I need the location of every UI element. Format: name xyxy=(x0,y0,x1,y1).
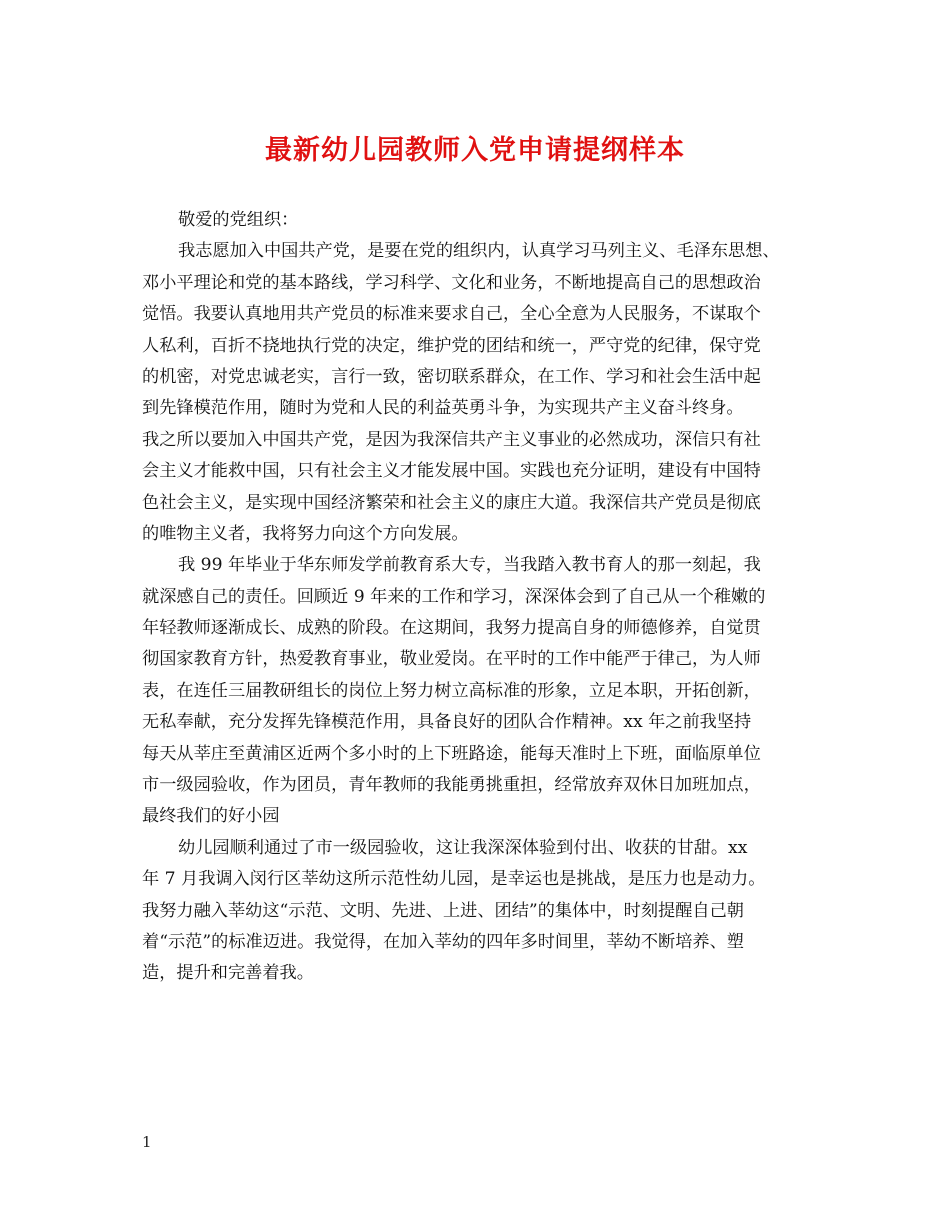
paragraph-line: 市一级园验收，作为团员，青年教师的我能勇挑重担，经常放弃双休日加班加点， xyxy=(142,775,761,796)
paragraph-line: 每天从莘庄至黄浦区近两个多小时的上下班路途，能每天准时上下班，面临原单位 xyxy=(142,743,761,764)
paragraph-line: 幼儿园顺利通过了市一级园验收，这让我深深体验到付出、收获的甘甜。xx xyxy=(178,837,748,858)
paragraph-line: 觉悟。我要认真地用共产党员的标准来要求自己，全心全意为人民服务，不谋取个 xyxy=(142,304,761,325)
paragraph-line: 最终我们的好小园 xyxy=(142,806,280,827)
paragraph-line: 的机密，对党忠诚老实，言行一致，密切联系群众，在工作、学习和社会生活中起 xyxy=(142,366,761,387)
page-number: 1 xyxy=(142,1133,152,1151)
paragraph-line: 到先锋模范作用，随时为党和人民的利益英勇斗争，为实现共产主义奋斗终身。 xyxy=(142,398,744,419)
paragraph-line: 邓小平理论和党的基本路线，学习科学、文化和业务，不断地提高自己的思想政治 xyxy=(142,272,761,293)
paragraph-line: 我努力融入莘幼这“示范、文明、先进、上进、团结”的集体中，时刻提醒自己朝 xyxy=(142,900,744,921)
paragraph-line: 我 99 年毕业于华东师发学前教育系大专，当我踏入教书育人的那一刻起，我 xyxy=(178,555,761,576)
document-title: 最新幼儿园教师入党申请提纲样本 xyxy=(265,135,685,166)
paragraph-line: 彻国家教育方针，热爱教育事业，敬业爱岗。在平时的工作中能严于律己，为人师 xyxy=(142,649,761,670)
paragraph-line: 表，在连任三届教研组长的岗位上努力树立高标准的形象，立足本职，开拓创新， xyxy=(142,680,761,701)
paragraph-line: 人私利，百折不挠地执行党的决定，维护党的团结和统一，严守党的纪律，保守党 xyxy=(142,335,761,356)
paragraph-line: 就深感自己的责任。回顾近 9 年来的工作和学习，深深体会到了自己从一个稚嫩的 xyxy=(142,586,766,607)
paragraph-line: 我志愿加入中国共产党，是要在党的组织内，认真学习马列主义、毛泽东思想、 xyxy=(178,241,780,262)
paragraph-line: 着“示范”的标准迈进。我觉得，在加入莘幼的四年多时间里，莘幼不断培养、塑 xyxy=(142,931,744,952)
paragraph-line: 会主义才能救中国，只有社会主义才能发展中国。实践也充分证明，建设有中国特 xyxy=(142,461,761,482)
paragraph-line: 色社会主义，是实现中国经济繁荣和社会主义的康庄大道。我深信共产党员是彻底 xyxy=(142,492,761,513)
salutation: 敬爱的党组织： xyxy=(178,210,299,230)
paragraph-line: 年轻教师逐渐成长、成熟的阶段。在这期间，我努力提高自身的师德修养，自觉贯 xyxy=(142,618,761,639)
paragraph-line: 无私奉献，充分发挥先锋模范作用，具备良好的团队合作精神。xx 年之前我坚持 xyxy=(142,712,752,733)
paragraph-line: 的唯物主义者，我将努力向这个方向发展。 xyxy=(142,523,469,544)
paragraph-line: 我之所以要加入中国共产党，是因为我深信共产主义事业的必然成功，深信只有社 xyxy=(142,429,761,450)
paragraph-line: 造，提升和完善着我。 xyxy=(142,963,314,984)
paragraph-line: 年 7 月我调入闵行区莘幼这所示范性幼儿园，是幸运也是挑战，是压力也是动力。 xyxy=(142,869,766,890)
document-body xyxy=(142,205,832,990)
